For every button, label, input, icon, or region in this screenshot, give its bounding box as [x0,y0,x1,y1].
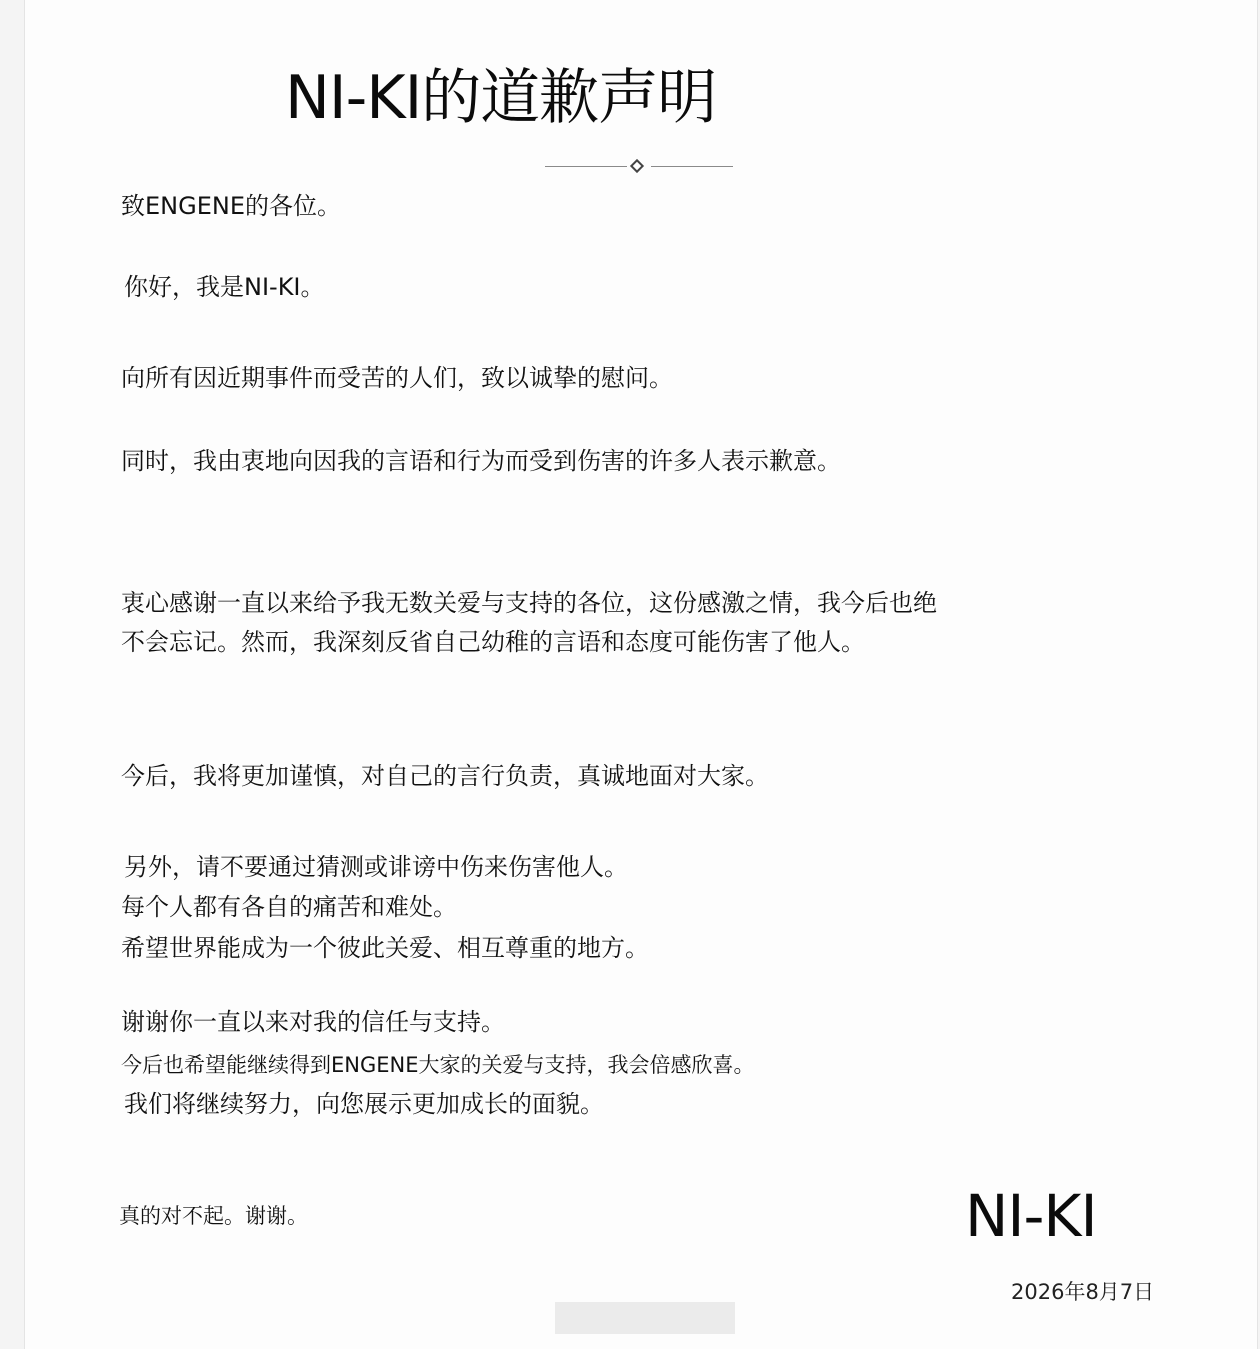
paragraph-line: 同时，我由衷地向因我的言语和行为而受到伤害的许多人表示歉意。 [121,447,841,475]
closing-line: 真的对不起。谢谢。 [119,1204,308,1228]
divider-line-right [651,166,733,167]
statement-title: NI-KI的道歉声明 [285,63,717,133]
paragraph-line: 今后，我将更加谨慎，对自己的言行负责，真诚地面对大家。 [121,762,769,790]
paragraph-line: 向所有因近期事件而受苦的人们，致以诚挚的慰问。 [121,364,673,392]
statement-page [24,0,1258,1349]
signature: NI-KI [965,1182,1097,1250]
paragraph-line: 另外，请不要通过猜测或诽谤中伤来伤害他人。 [124,853,628,881]
divider-line-left [545,166,627,167]
paragraph-line: 衷心感谢一直以来给予我无数关爱与支持的各位，这份感激之情，我今后也绝 [121,589,937,617]
statement-date: 2026年8月7日 [1011,1280,1155,1304]
title-divider [545,158,733,176]
scan-smudge [555,1302,735,1334]
paragraph-line: 今后也希望能继续得到ENGENE大家的关爱与支持，我会倍感欣喜。 [121,1053,755,1077]
greeting: 你好，我是NI-KI。 [124,273,325,301]
paragraph-line: 每个人都有各自的痛苦和难处。 [121,893,457,921]
paragraph-line: 谢谢你一直以来对我的信任与支持。 [121,1008,505,1036]
paragraph-line: 不会忘记。然而，我深刻反省自己幼稚的言语和态度可能伤害了他人。 [121,628,865,656]
salutation: 致ENGENE的各位。 [121,192,341,220]
paragraph-line: 希望世界能成为一个彼此关爱、相互尊重的地方。 [121,934,649,962]
paragraph-line: 我们将继续努力，向您展示更加成长的面貌。 [124,1090,604,1118]
diamond-ornament-icon [630,159,644,173]
